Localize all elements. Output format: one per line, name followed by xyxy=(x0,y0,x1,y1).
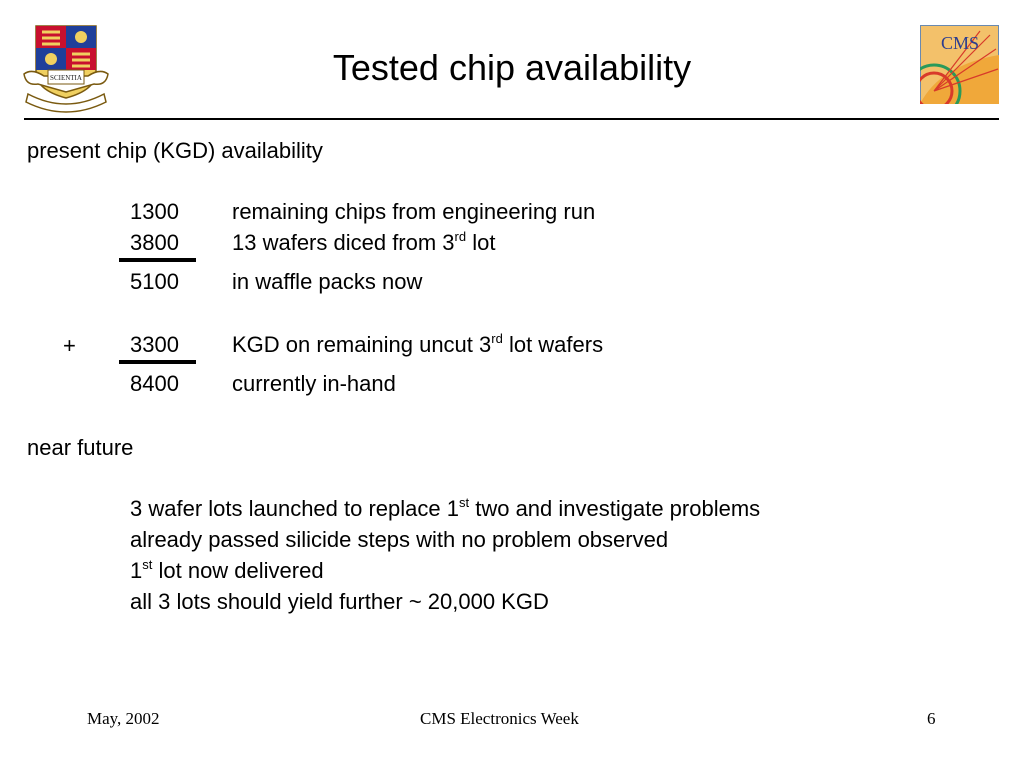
row-number: 3800 xyxy=(130,230,179,255)
bullet-line: 1st lot now delivered xyxy=(130,557,324,583)
title-divider xyxy=(24,118,999,120)
footer-date: May, 2002 xyxy=(87,709,160,728)
crest-motto: SCIENTIA xyxy=(50,74,82,82)
slide-title: Tested chip availability xyxy=(332,47,692,88)
section-heading-availability: present chip (KGD) availability xyxy=(27,138,323,163)
row-text: in waffle packs now xyxy=(232,269,423,294)
sum-line xyxy=(119,258,196,262)
row-text: currently in-hand xyxy=(232,371,396,396)
section-heading-near-future: near future xyxy=(27,435,134,460)
bullet-line: all 3 lots should yield further ~ 20,000 KGD xyxy=(130,589,549,614)
footer-event: CMS Electronics Week xyxy=(420,709,579,728)
plus-sign: + xyxy=(63,333,76,358)
footer-page-number: 6 xyxy=(927,709,936,728)
row-text: remaining chips from engineering run xyxy=(232,199,596,224)
sum-line xyxy=(119,360,196,364)
bullet-line: 3 wafer lots launched to replace 1st two and investigate problems xyxy=(130,495,761,521)
bullet-line: already passed silicide steps with no problem observed xyxy=(130,527,669,552)
row-number: 1300 xyxy=(130,199,179,224)
row-text: 13 wafers diced from 3rd lot xyxy=(232,229,496,255)
row-text: KGD on remaining uncut 3rd lot wafers xyxy=(232,331,604,357)
row-number: 8400 xyxy=(130,371,179,396)
row-number: 3300 xyxy=(130,332,179,357)
cms-logo-text: CMS xyxy=(940,33,980,53)
row-number: 5100 xyxy=(130,269,179,294)
